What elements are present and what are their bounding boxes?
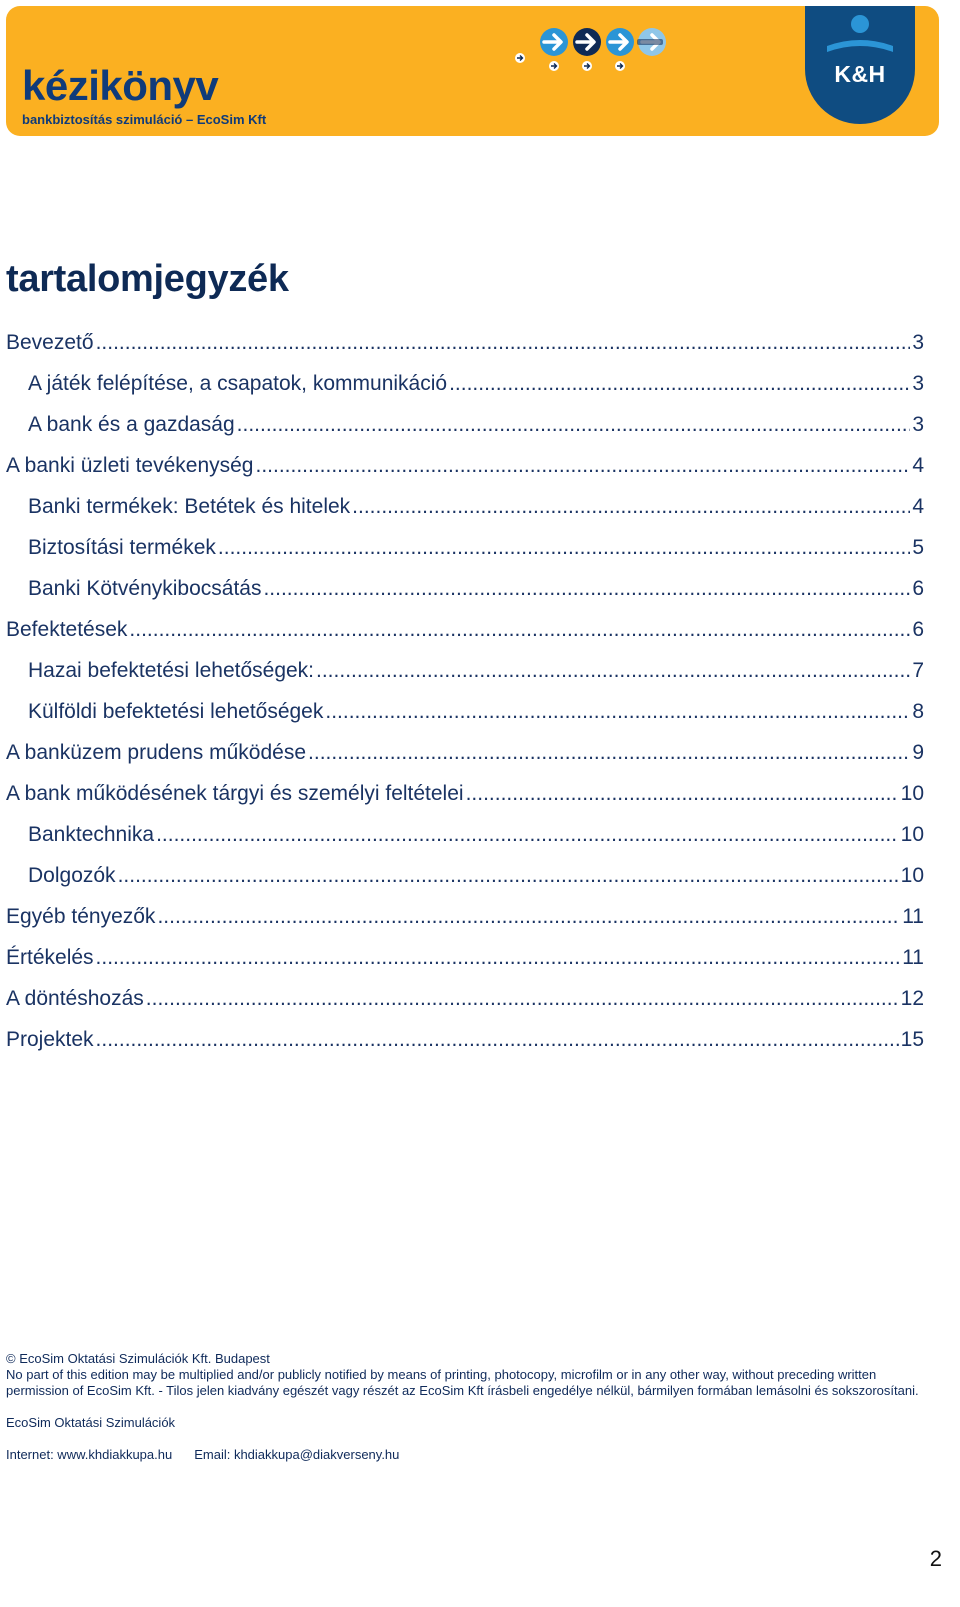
toc-entry-page: 10 [900, 864, 924, 887]
toc-entry[interactable] [6, 905, 924, 946]
toc-entry-page: 9 [912, 741, 924, 764]
toc-dot-leader [157, 905, 900, 929]
toc-entry-title: Projektek [6, 1028, 94, 1051]
internet-link[interactable]: Internet: www.khdiakkupa.hu [6, 1447, 173, 1462]
toc-entry[interactable] [6, 331, 924, 372]
organization-name: EcoSim Oktatási Szimulációk [6, 1415, 176, 1430]
toc-dot-leader [129, 618, 910, 642]
toc-dot-leader [325, 700, 910, 724]
toc-entry[interactable] [6, 618, 924, 659]
small-arrow-icon [515, 53, 525, 63]
toc-heading: tartalomjegyzék [6, 258, 289, 300]
toc-dot-leader [263, 577, 910, 601]
toc-dot-leader [96, 331, 911, 355]
toc-entry[interactable] [6, 1028, 924, 1069]
toc-entry-page: 6 [912, 577, 924, 600]
arrow-circle-dark-icon [573, 28, 601, 71]
toc-entry-page: 3 [912, 413, 924, 436]
arrow-circle-icon [540, 28, 568, 71]
banner-subtitle: bankbiztosítás szimuláció – EcoSim Kft [22, 112, 267, 127]
banner-title: kézikönyv [22, 62, 219, 109]
toc-dot-leader [316, 659, 910, 683]
toc-entry[interactable] [6, 372, 924, 413]
copyright-notice: No part of this edition may be multiplied and/or publicly notified by means of printing, photocopy, microfilm or in any other way, without preceding written permission of EcoSim Kft. - Tilos jelen kiadvány egészét vagy részét az EcoSim Kft írásbeli engedélye nélkül, bármilyen formában lemásolni és sokszorosítani. [6, 1367, 919, 1398]
toc-entry[interactable] [6, 946, 924, 987]
toc-dot-leader [96, 946, 901, 970]
toc-entry-title: Banktechnika [28, 823, 155, 846]
toc-entry-page: 10 [900, 782, 924, 805]
toc-dot-leader [237, 413, 911, 437]
toc-entry-page: 7 [912, 659, 924, 682]
toc-entry[interactable] [6, 823, 924, 864]
copyright-line: © EcoSim Oktatási Szimulációk Kft. Budapest [6, 1351, 270, 1366]
toc-entry-page: 6 [912, 618, 924, 641]
toc-entry-title: A bank működésének tárgyi és személyi feltételei [6, 782, 464, 805]
kh-logo [805, 6, 915, 124]
arrow-strip-icon [506, 26, 686, 76]
toc-entry-title: A banki üzleti tevékenység [6, 454, 254, 477]
contact-line [6, 1447, 941, 1463]
arrow-circle-icon [606, 28, 634, 71]
toc-entry[interactable] [6, 495, 924, 536]
toc-entry[interactable] [6, 987, 924, 1028]
toc-entry-page: 11 [902, 946, 924, 969]
toc-entry-title: Befektetések [6, 618, 128, 641]
toc-entry-title: Hazai befektetési lehetőségek: [28, 659, 315, 682]
toc-entry[interactable] [6, 700, 924, 741]
toc-dot-leader [96, 1028, 899, 1052]
toc-entry[interactable] [6, 454, 924, 495]
toc-entry-page: 3 [912, 372, 924, 395]
toc-dot-leader [256, 454, 911, 478]
toc-entry-title: Bevezető [6, 331, 94, 354]
toc-dot-leader [308, 741, 910, 765]
toc-entry-title: Egyéb tényezők [6, 905, 156, 928]
header-banner [6, 6, 939, 136]
toc-entry-page: 11 [902, 905, 924, 928]
table-of-contents [6, 331, 924, 1069]
toc-entry[interactable] [6, 864, 924, 905]
toc-entry[interactable] [6, 413, 924, 454]
toc-entry-title: Dolgozók [28, 864, 116, 887]
toc-entry-page: 8 [912, 700, 924, 723]
toc-entry-title: Külföldi befektetési lehetőségek [28, 700, 324, 723]
toc-entry-title: A bank és a gazdaság [28, 413, 235, 436]
toc-entry-title: A döntéshozás [6, 987, 144, 1010]
toc-dot-leader [146, 987, 899, 1011]
toc-dot-leader [352, 495, 910, 519]
page-number: 2 [929, 1546, 942, 1571]
toc-entry-title: Értékelés [6, 946, 94, 969]
toc-entry[interactable] [6, 577, 924, 618]
toc-dot-leader [156, 823, 899, 847]
toc-dot-leader [218, 536, 910, 560]
toc-entry-title: A banküzem prudens működése [6, 741, 307, 764]
toc-entry-title: A játék felépítése, a csapatok, kommunikáció [28, 372, 448, 395]
kh-figure-icon [805, 6, 915, 66]
toc-entry[interactable] [6, 741, 924, 782]
toc-entry[interactable] [6, 782, 924, 823]
footer [6, 1351, 941, 1463]
toc-entry-title: Banki termékek: Betétek és hitelek [28, 495, 351, 518]
email-link[interactable]: Email: khdiakkupa@diakverseny.hu [194, 1447, 400, 1462]
toc-entry-title: Banki Kötvénykibocsátás [28, 577, 262, 600]
toc-entry[interactable] [6, 536, 924, 577]
toc-dot-leader [449, 372, 910, 396]
toc-entry-page: 4 [912, 454, 924, 477]
toc-entry-page: 10 [900, 823, 924, 846]
toc-entry[interactable] [6, 659, 924, 700]
toc-entry-page: 3 [912, 331, 924, 354]
toc-dot-leader [118, 864, 899, 888]
toc-entry-page: 15 [900, 1028, 924, 1051]
toc-entry-title: Biztosítási termékek [28, 536, 216, 559]
toc-entry-page: 4 [912, 495, 924, 518]
toc-entry-page: 5 [912, 536, 924, 559]
arrow-circle-light-icon [637, 28, 666, 56]
toc-dot-leader [466, 782, 899, 806]
toc-entry-page: 12 [900, 987, 924, 1010]
logo-text: K&H [834, 61, 886, 87]
